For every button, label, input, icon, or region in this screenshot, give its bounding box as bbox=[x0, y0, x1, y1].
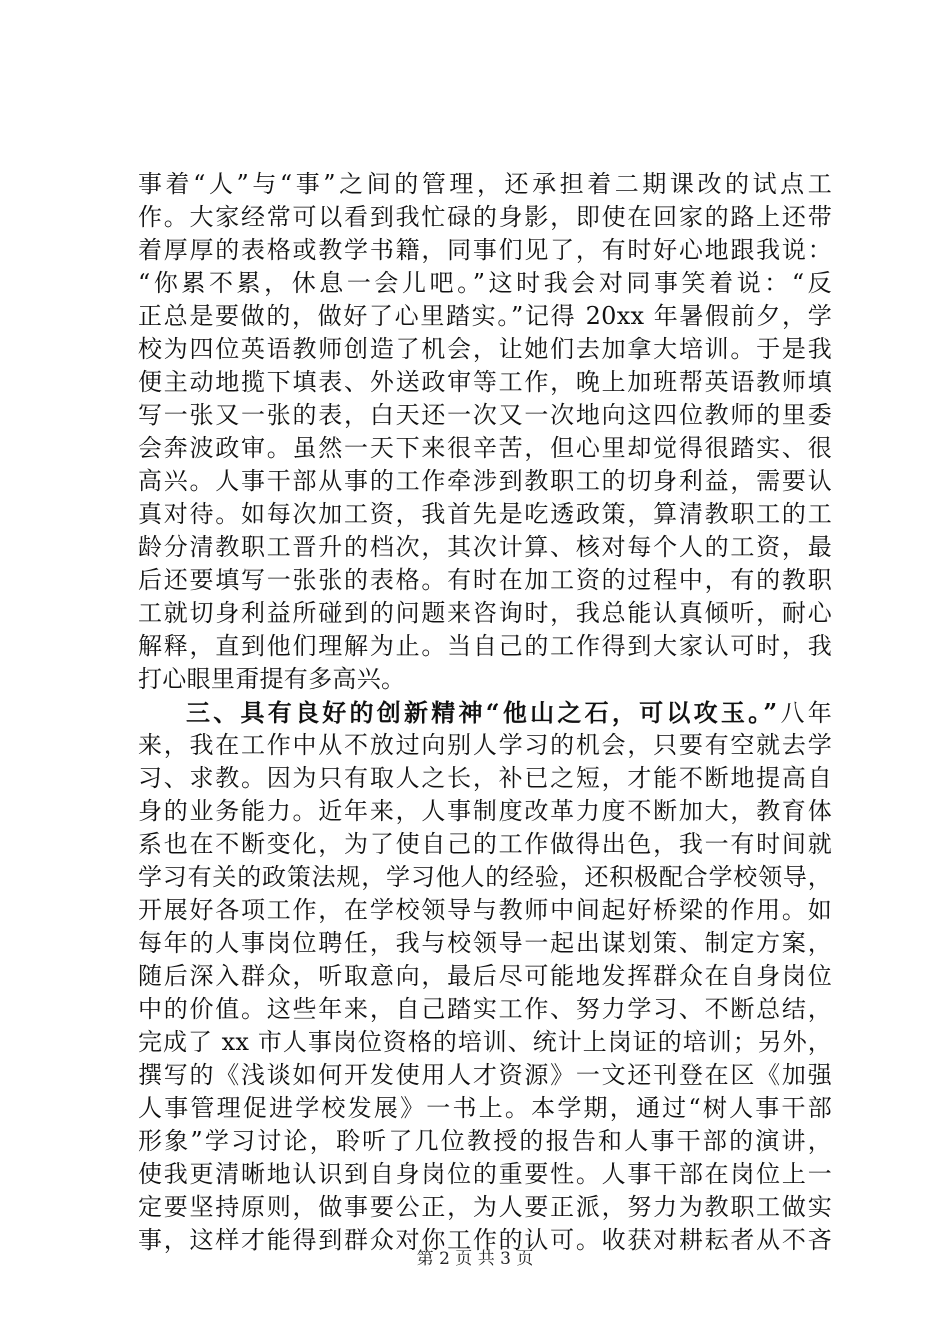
text-line: 写一张又一张的表，白天还一次又一次地向这四位教师的里委 bbox=[138, 401, 832, 429]
text-line: 完成了 xx 市人事岗位资格的培训、统计上岗证的培训；另外， bbox=[138, 1028, 832, 1056]
text-line: 开展好各项工作，在学校领导与教师中间起好桥梁的作用。如 bbox=[138, 896, 832, 924]
heading-line-text: 八年 bbox=[777, 699, 832, 727]
text-line: 校为四位英语教师创造了机会，让她们去加拿大培训。于是我 bbox=[138, 335, 832, 363]
text-line: 龄分清教职工晋升的档次，其次计算、核对每个人的工资，最 bbox=[138, 533, 832, 561]
text-line: 便主动地揽下填表、外送政审等工作，晚上加班帮英语教师填 bbox=[138, 368, 832, 396]
text-line: 系也在不断变化，为了使自己的工作做得出色，我一有时间就 bbox=[138, 830, 832, 858]
text-line: 作。大家经常可以看到我忙碌的身影，即使在回家的路上还带 bbox=[138, 203, 832, 231]
text-line: 打心眼里甭提有多高兴。 bbox=[138, 665, 406, 693]
body-text bbox=[138, 168, 832, 1257]
text-line: 正总是要做的，做好了心里踏实。”记得 20xx 年暑假前夕，学 bbox=[138, 302, 832, 330]
text-line: 身的业务能力。近年来，人事制度改革力度不断加大，教育体 bbox=[138, 797, 832, 825]
text-line: 定要坚持原则，做事要公正，为人要正派，努力为教职工做实 bbox=[138, 1193, 832, 1221]
text-line: 着厚厚的表格或教学书籍，同事们见了，有时好心地跟我说： bbox=[138, 236, 832, 264]
text-line: 撰写的《浅谈如何开发使用人才资源》一文还刊登在区《加强 bbox=[138, 1061, 832, 1089]
text-line: 高兴。人事干部从事的工作牵涉到教职工的切身利益，需要认 bbox=[138, 467, 832, 495]
text-line: 使我更清晰地认识到自身岗位的重要性。人事干部在岗位上一 bbox=[138, 1160, 832, 1188]
text-line: 习、求教。因为只有取人之长，补已之短，才能不断地提高自 bbox=[138, 764, 832, 792]
text-line: 后还要填写一张张的表格。有时在加工资的过程中，有的教职 bbox=[138, 566, 832, 594]
text-line: 形象”学习讨论，聆听了几位教授的报告和人事干部的演讲， bbox=[138, 1127, 832, 1155]
section-heading: 三、具有良好的创新精神“他山之石，可以攻玉。” bbox=[186, 698, 778, 727]
text-line: 解释，直到他们理解为止。当自己的工作得到大家认可时，我 bbox=[138, 632, 832, 660]
text-line: 人事管理促进学校发展》一书上。本学期，通过“树人事干部 bbox=[138, 1094, 832, 1122]
text-line: 来，我在工作中从不放过向别人学习的机会，只要有空就去学 bbox=[138, 731, 832, 759]
text-line: 真对待。如每次加工资，我首先是吃透政策，算清教职工的工 bbox=[138, 500, 832, 528]
text-line: 事，这样才能得到群众对你工作的认可。收获对耕耘者从不吝 bbox=[138, 1226, 832, 1254]
section-heading-line bbox=[138, 696, 832, 729]
page-footer: 第 2 页 共 3 页 bbox=[416, 1249, 534, 1269]
text-line: 事着“人”与“事”之间的管理，还承担着二期课改的试点工 bbox=[138, 170, 832, 198]
text-line: 随后深入群众，听取意向，最后尽可能地发挥群众在自身岗位 bbox=[138, 962, 832, 990]
text-line: 中的价值。这些年来，自己踏实工作、努力学习、不断总结， bbox=[138, 995, 832, 1023]
text-line: 工就切身利益所碰到的问题来咨询时，我总能认真倾听，耐心 bbox=[138, 599, 832, 627]
text-line: 每年的人事岗位聘任，我与校领导一起出谋划策、制定方案， bbox=[138, 929, 832, 957]
text-line: 学习有关的政策法规，学习他人的经验，还积极配合学校领导， bbox=[138, 863, 832, 891]
text-line: 会奔波政审。虽然一天下来很辛苦，但心里却觉得很踏实、很 bbox=[138, 434, 832, 462]
text-line: “你累不累，休息一会儿吧。”这时我会对同事笑着说：“反 bbox=[138, 269, 832, 297]
